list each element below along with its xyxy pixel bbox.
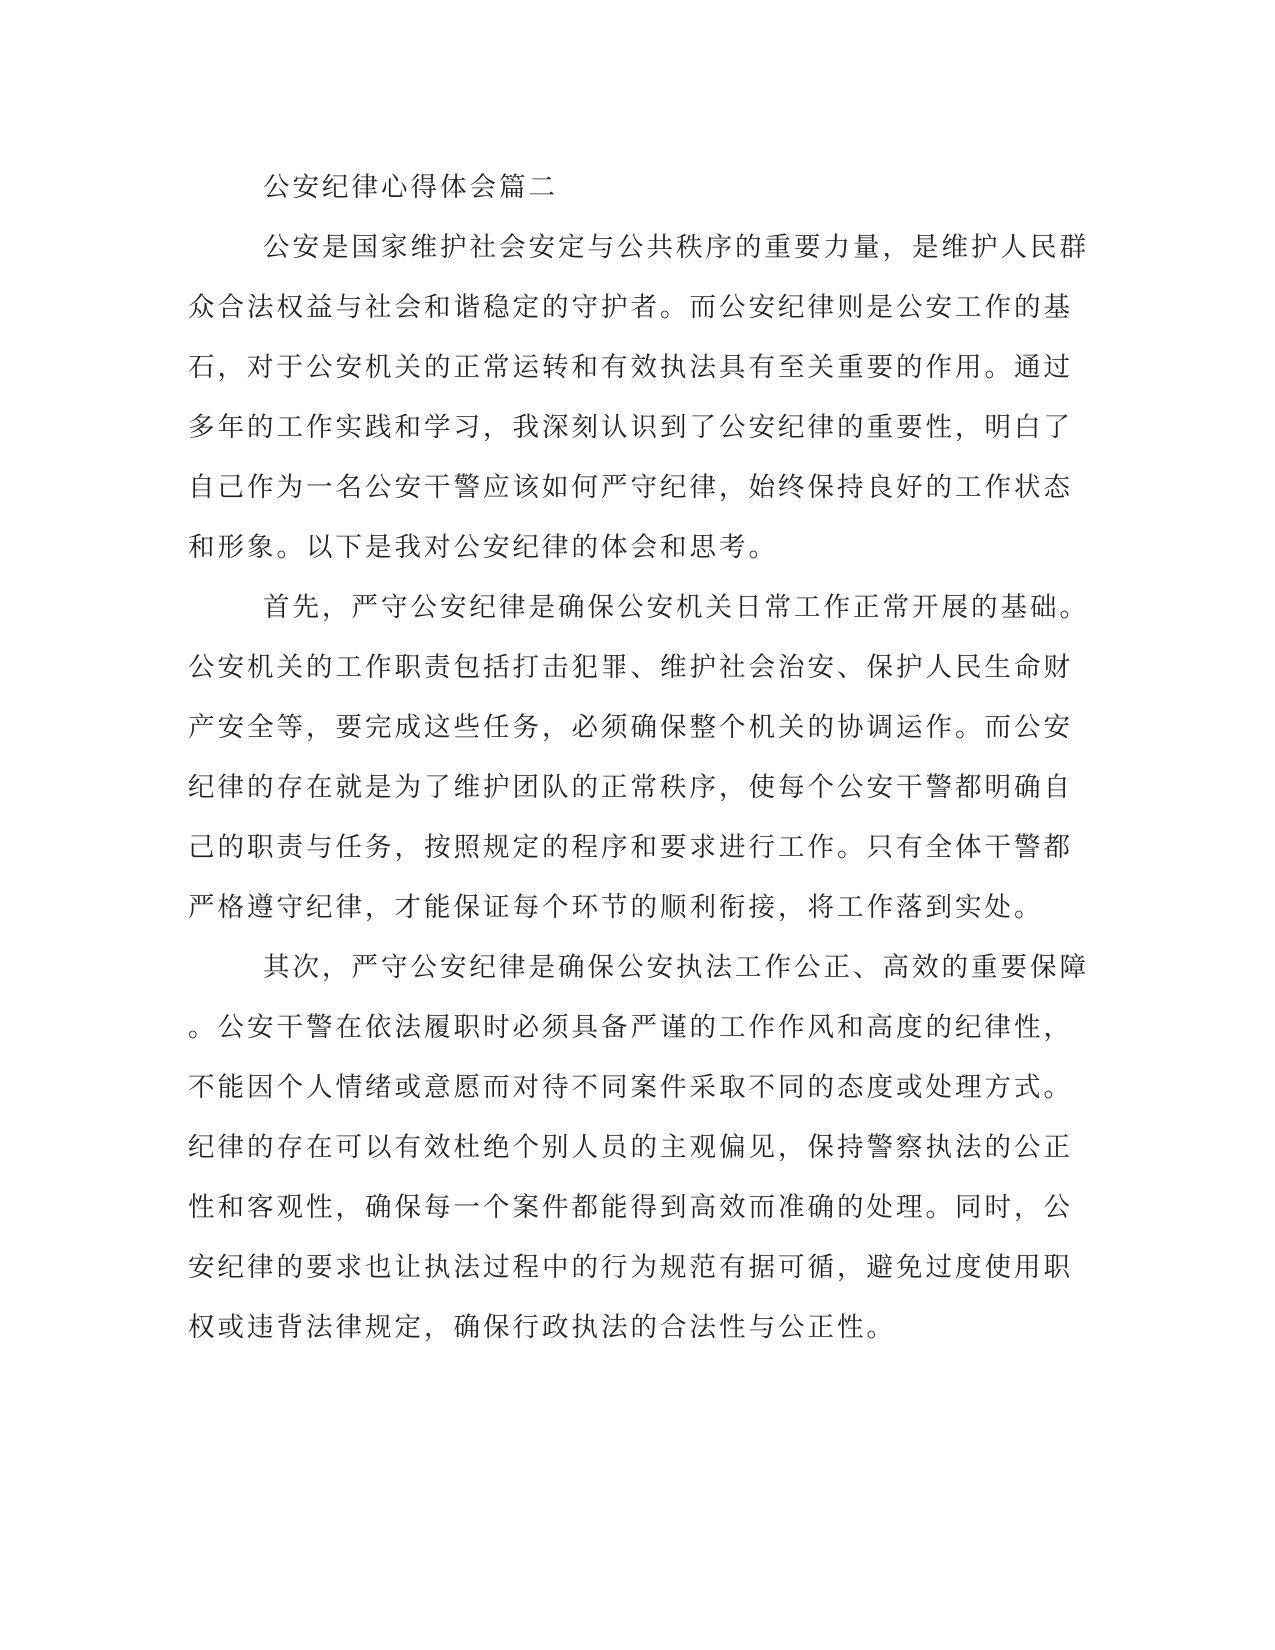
text-line: 和形象。以下是我对公安纪律的体会和思考。: [188, 532, 778, 563]
text-line: 纪律的存在可以有效杜绝个别人员的主观偏见，保持警察执法的公正: [188, 1132, 1073, 1163]
paragraph-2: [188, 578, 1089, 938]
text-line: 。公安干警在依法履职时必须具备严谨的工作作风和高度的纪律性，: [188, 1012, 1073, 1043]
text-line: 不能因个人情绪或意愿而对待不同案件采取不同的态度或处理方式。: [188, 1072, 1073, 1103]
document-body: [188, 158, 1089, 1358]
text-line: 众合法权益与社会和谐稳定的守护者。而公安纪律则是公安工作的基: [188, 292, 1073, 323]
paragraph-1: [188, 218, 1089, 578]
text-line: 其次，严守公安纪律是确保公安执法工作公正、高效的重要保障: [263, 952, 1089, 983]
text-line: 石，对于公安机关的正常运转和有效执法具有至关重要的作用。通过: [188, 352, 1073, 383]
text-line: 首先，严守公安纪律是确保公安机关日常工作正常开展的基础。: [263, 592, 1089, 623]
text-line: 自己作为一名公安干警应该如何严守纪律，始终保持良好的工作状态: [188, 472, 1073, 503]
text-line: 多年的工作实践和学习，我深刻认识到了公安纪律的重要性，明白了: [188, 412, 1073, 443]
text-line: 性和客观性，确保每一个案件都能得到高效而准确的处理。同时，公: [188, 1192, 1073, 1223]
paragraph-3: [188, 938, 1089, 1358]
text-line: 严格遵守纪律，才能保证每个环节的顺利衔接，将工作落到实处。: [188, 892, 1044, 923]
text-line: 安纪律的要求也让执法过程中的行为规范有据可循，避免过度使用职: [188, 1252, 1073, 1283]
text-line: 权或违背法律规定，确保行政执法的合法性与公正性。: [188, 1312, 896, 1343]
document-title: 公安纪律心得体会篇二: [263, 172, 558, 203]
text-line: 产安全等，要完成这些任务，必须确保整个机关的协调运作。而公安: [188, 712, 1073, 743]
text-line: 纪律的存在就是为了维护团队的正常秩序，使每个公安干警都明确自: [188, 772, 1073, 803]
text-line: 公安机关的工作职责包括打击犯罪、维护社会治安、保护人民生命财: [188, 652, 1073, 683]
text-line: 己的职责与任务，按照规定的程序和要求进行工作。只有全体干警都: [188, 832, 1073, 863]
text-line: 公安是国家维护社会安定与公共秩序的重要力量，是维护人民群: [263, 232, 1089, 263]
